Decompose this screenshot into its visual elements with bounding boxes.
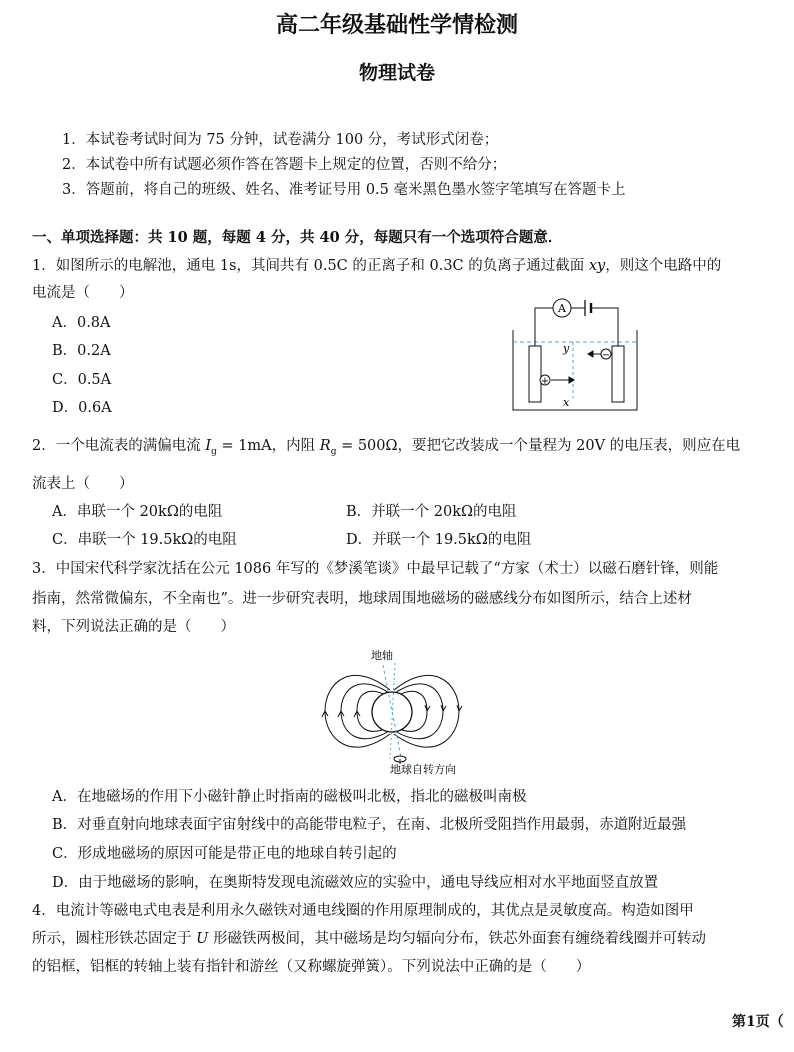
label-x: x (563, 396, 570, 409)
earth-globe (372, 692, 412, 732)
q2-option-b: B．并联一个 20kΩ的电阻 (346, 504, 517, 520)
q1-option-c: C．0.5A (52, 372, 112, 388)
q1-option-d: D．0.6A (52, 400, 112, 416)
right-electrode (612, 346, 624, 402)
plus-sign: + (540, 376, 550, 387)
q1-stem: 1．如图所示的电解池，通电 1s，其间共有 0.5C 的正离子和 0.3C 的负离子通过截面 xy，则这个电路中的 (32, 258, 722, 274)
q1-option-b: B．0.2A (52, 343, 111, 359)
q2-option-a: A．串联一个 20kΩ的电阻 (52, 504, 223, 520)
field-arrow (457, 705, 462, 711)
page-title: 高二年级基础性学情检测 (275, 12, 518, 38)
note-3: 3．答题前，将自己的班级、姓名、准考证号用 0.5 毫米黑色墨水签字笔填写在答题卡上 (62, 182, 626, 198)
minus-sign: − (601, 350, 611, 361)
q4-stem-line-2: 所示，圆柱形铁芯固定于 U 形磁铁两极间，其中磁场是均匀辐向分布，铁芯外面套有缠绕着线圈并可转动 (32, 931, 706, 947)
left-electrode (529, 346, 541, 402)
q3-option-b: B．对垂直射向地球表面宇宙射线中的高能带电粒子，在南、北极所受阻挡作用最弱，赤道附近最强 (52, 817, 687, 833)
field-arrow (425, 705, 430, 711)
q2-option-d: D．并联一个 19.5kΩ的电阻 (346, 532, 532, 548)
q1-stem-cont: 电流是（ ） (32, 285, 134, 301)
earth-magnetic-field-figure (315, 645, 485, 775)
page-subtitle: 物理试卷 (358, 62, 435, 84)
note-1: 1．本试卷考试时间为 75 分钟，试卷满分 100 分，考试形式闭卷； (62, 132, 499, 148)
q4-stem-line-3: 的铝框，铝框的转轴上装有指针和游丝（又称螺旋弹簧）。下列说法中正确的是（ ） (32, 959, 591, 975)
q3-option-d: D．由于地磁场的影响，在奥斯特发现电流磁效应的实验中，通电导线应相对水平地面竖直放置 (52, 875, 659, 891)
label-y: y (563, 342, 570, 355)
rotation-label: 地球自转方向 (390, 763, 456, 775)
section-heading: 一、单项选择题：共 10 题，每题 4 分，共 40 分，每题只有一个选项符合题意． (32, 229, 563, 246)
page-number: 第1页（ (732, 1014, 784, 1030)
q2-option-c: C．串联一个 19.5kΩ的电阻 (52, 532, 237, 548)
q4-stem-line-1: 4．电流计等磁电式电表是利用永久磁铁对通电线圈的作用原理制成的，其优点是灵敏度高。构造如图甲 (32, 903, 694, 919)
ammeter-label: A (558, 302, 566, 315)
q1-option-a: A．0.8A (52, 315, 111, 331)
earth-axis-label: 地轴 (371, 649, 393, 662)
q2-stem: 2．一个电流表的满偏电流 $I_g = 1mA$，内阻 $R_g = 500\Omega$，要把它改装成一个量程为 20V 的电压表，则应在电 (32, 438, 741, 457)
note-2: 2．本试卷中所有试题必须作答在答题卡上规定的位置，否则不给分； (62, 157, 507, 173)
q3-stem-line-3: 料，下列说法正确的是（ ） (32, 619, 235, 635)
q3-stem-line-2: 指南，然常微偏东，不全南也”。进一步研究表明，地球周围地磁场的磁感线分布如图所示，结合上述材 (32, 591, 692, 607)
q2-stem-cont: 流表上（ ） (32, 476, 134, 492)
field-arrow (441, 705, 446, 711)
q3-option-c: C．形成地磁场的原因可能是带正电的地球自转引起的 (52, 846, 397, 862)
q3-stem-line-1: 3．中国宋代科学家沈括在公元 1086 年写的《梦溪笔谈》中最早记载了“方家（术士）以磁石磨针锋，则能 (32, 561, 719, 577)
q3-option-a: A．在地磁场的作用下小磁针静止时指南的磁极叫北极，指北的磁极叫南极 (52, 789, 527, 805)
electrolysis-figure (505, 292, 645, 416)
